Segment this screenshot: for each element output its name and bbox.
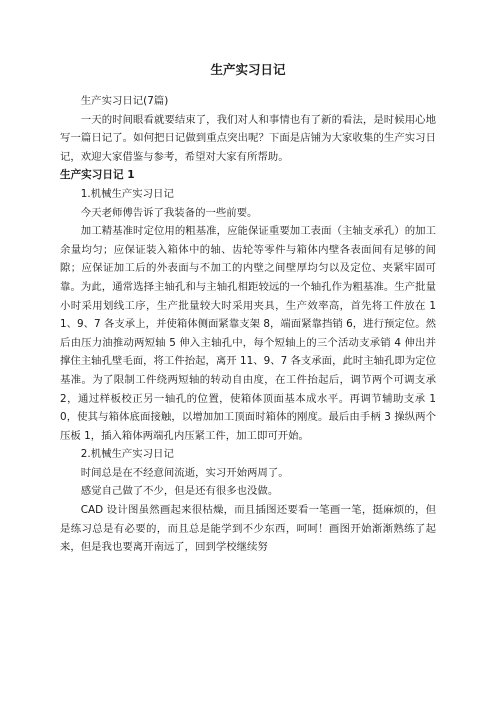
intro-paragraph: 一天的时间眼看就要结束了，我们对人和事情也有了新的看法，是时候用心地写一篇日记了。如何把日记做到重点突出呢？下面是店铺为大家收集的生产实习日记，欢迎大家借鉴与参考，希望对大家有所帮助。 [60,113,436,163]
entry-2-paragraph-3: CAD 设计图虽然画起来很枯燥，而且插图还要看一笔画一笔，挺麻烦的，但是练习总是有必要的，而且总是能学到不少东西，呵呵！画图开始渐渐熟练了起来，但是我也要离开南远了，回到学校继续努 [60,504,436,554]
section-heading-1: 生产实习日记 1 [60,169,135,182]
document-page [60,62,436,557]
entry-1-title: 1.机械生产实习日记 [80,187,174,200]
entry-1-paragraph-2: 加工精基准时定位用的粗基准，应能保证重要加工表面（主轴支承孔）的加工余量均匀；应保证装入箱体中的轴、齿轮等零件与箱体内壁各表面间有足够的间隙；应保证加工后的外表面与不加工的内壁之间壁厚均匀以及定位、夹紧牢固可靠。为此，通常选择主轴孔和与主轴孔相距较远的一个轴孔作为粗基准。生产批量小时采用划线工序，生产批量较大时采用夹具，生产效率高，首先将工件放在 11、9、7 各支承上，并使箱体侧面紧靠支架 8，端面紧靠挡销 6，进行预定位。然后由压力油推动两短轴 5 伸入主轴孔中，每个短轴上的三个活动支承销 4 伸出并撑住主轴孔壁毛面，将工件抬起，离开 11、9、7 各支承面，此时主轴孔即为定位基准。为了限制工件绕两短轴的转动自由度，在工件抬起后，调节两个可调支承 2，通过样板校正另一轴孔的位置，使箱体顶面基本成水平。再调节辅助支承 10，使其与箱体底面接触，以增加加工顶面时箱体的刚度。最后由手柄 3 操纵两个压板 1，插入箱体两端孔内压紧工件，加工即可开始。 [60,225,436,442]
intro-subtitle: 生产实习日记(7篇) [80,95,169,107]
entry-2-paragraph-1: 时间总是在不经意间流逝，实习开始两周了。 [80,466,289,479]
entry-1-paragraph-1: 今天老师傅告诉了我装备的一些前要。 [80,206,258,219]
entry-2-paragraph-2: 感觉自己做了不少，但是还有很多也没做。 [80,485,279,498]
document-title: 生产实习日记 [210,62,286,77]
entry-2-title: 2.机械生产实习日记 [80,448,174,461]
